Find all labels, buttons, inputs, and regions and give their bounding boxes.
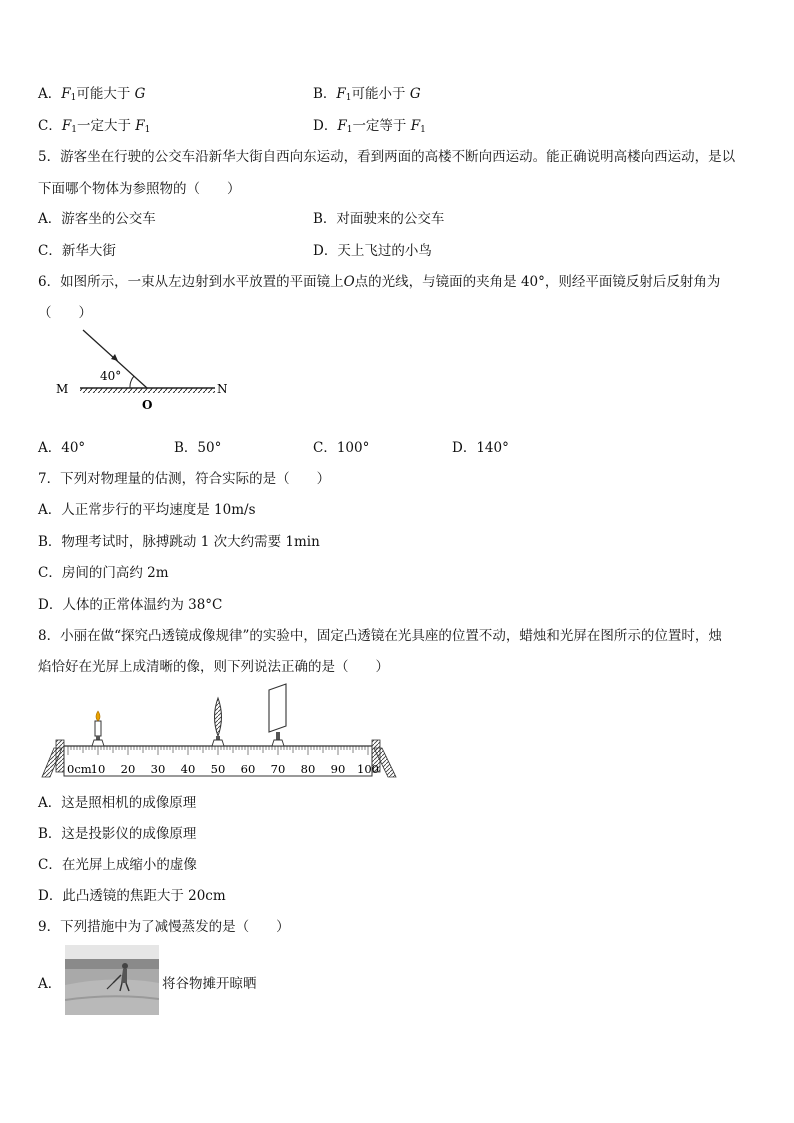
ruler-tick-label: 90	[330, 762, 346, 776]
q6-mirror-figure	[50, 325, 250, 415]
q4-option-b: B．$F_1$可能小于 G	[313, 86, 421, 103]
candle	[92, 711, 104, 746]
ray-arrowhead	[111, 354, 118, 361]
q6-option-d: D．140°	[452, 440, 509, 456]
angle-arc	[130, 376, 134, 388]
q4-option-d: D．$F_1$一定等于 $F_1$	[313, 118, 426, 135]
q7-stem: 7．下列对物理量的估测，符合实际的是（ ）	[38, 471, 331, 487]
q4-option-a: A．$F_1$可能大于 G	[38, 86, 146, 103]
q9-stem: 9．下列措施中为了减慢蒸发的是（ ）	[38, 919, 290, 935]
q7-option-c: C．房间的门高约 2m	[38, 565, 169, 581]
q5-option-d: D．天上飞过的小鸟	[313, 243, 432, 259]
ruler-tick-label: 0cm	[67, 762, 92, 776]
ruler-tick-label: 60	[240, 762, 256, 776]
q9-option-a-label: A．	[38, 976, 62, 992]
ruler-tick-label: 50	[210, 762, 226, 776]
q8-option-d: D．此凸透镜的焦距大于 20cm	[38, 888, 226, 904]
q5-stem-line2: 下面哪个物体为参照物的（ ）	[38, 181, 241, 197]
bench-left-post	[56, 740, 64, 772]
q4-option-c: C．$F_1$一定大于 $F_1$	[38, 118, 151, 135]
q8-stem-line2: 焰恰好在光屏上成清晰的像，则下列说法正确的是（ ）	[38, 659, 389, 675]
point-m-label: M	[56, 382, 69, 396]
q7-option-a: A．人正常步行的平均速度是 10m/s	[38, 502, 256, 518]
ruler-tick-label: 20	[120, 762, 136, 776]
q6-option-b: B．50°	[174, 440, 222, 456]
q7-option-b: B．物理考试时，脉搏跳动 1 次大约需要 1min	[38, 534, 320, 550]
q7-option-d: D．人体的正常体温约为 38°C	[38, 597, 223, 613]
point-o-label: O	[142, 398, 153, 412]
q8-optical-bench-figure	[38, 680, 402, 780]
q5-option-b: B．对面驶来的公交车	[313, 211, 445, 227]
q5-option-a: A．游客坐的公交车	[38, 211, 156, 227]
q5-stem-line1: 5．游客坐在行驶的公交车沿新华大街自西向东运动，看到两面的高楼不断向西运动。能正确说明高楼向西运动，是以	[38, 149, 736, 165]
q6-stem-line2: （ ）	[38, 305, 92, 321]
q8-option-a: A．这是照相机的成像原理	[38, 795, 197, 811]
q9-option-a-text: 将谷物摊开晾晒	[162, 976, 257, 992]
q8-stem-line1: 8．小丽在做“探究凸透镜成像规律”的实验中，固定凸透镜在光具座的位置不动，蜡烛和光屏在图所示的位置时，烛	[38, 628, 722, 644]
q6-stem-line1: 6．如图所示，一束从左边射到水平放置的平面镜上O点的光线，与镜面的夹角是 40°，则经平面镜反射后反射角为	[38, 274, 721, 290]
q6-option-a: A．40°	[38, 440, 86, 456]
ruler-tick-label: 70	[270, 762, 286, 776]
ruler-tick-label: 80	[300, 762, 316, 776]
ruler-tick-label: 40	[180, 762, 196, 776]
ruler-tick-label: 100	[357, 762, 379, 776]
mirror-hatching	[80, 388, 215, 393]
convex-lens	[212, 698, 224, 746]
ruler-tick-label: 10	[90, 762, 106, 776]
q9-option-a-photo	[65, 945, 159, 1015]
light-screen	[269, 684, 286, 746]
q8-option-b: B．这是投影仪的成像原理	[38, 826, 197, 842]
ruler-tick-label: 30	[150, 762, 166, 776]
candle-flame	[96, 711, 100, 721]
point-n-label: N	[217, 382, 228, 396]
q8-option-c: C．在光屏上成缩小的虚像	[38, 857, 197, 873]
angle-label: 40°	[100, 369, 122, 383]
q6-option-c: C．100°	[313, 440, 370, 456]
q5-option-c: C．新华大街	[38, 243, 116, 259]
